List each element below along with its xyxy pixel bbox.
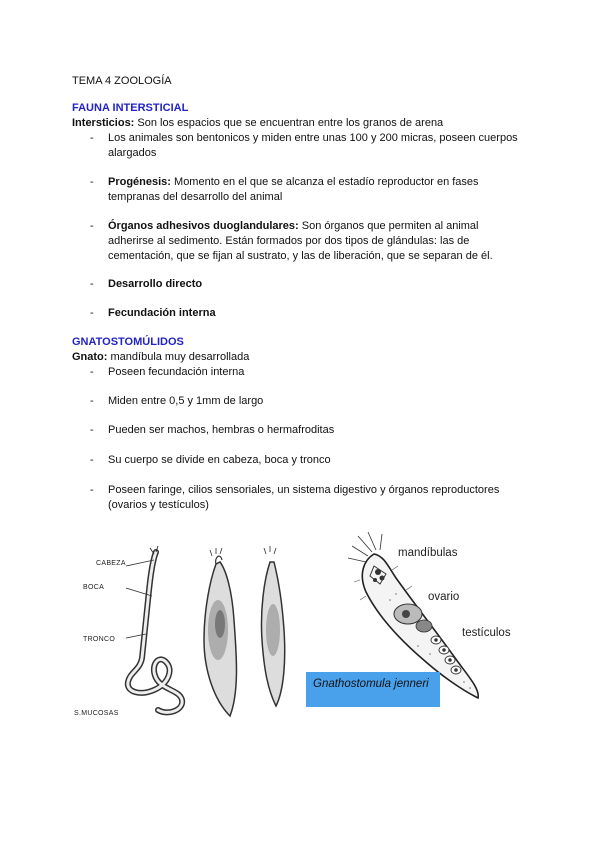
term-progenesis: Progénesis: (108, 176, 171, 188)
label-testiculos: testículos (462, 627, 511, 639)
list-item-line: adherirse al sedimento. Están formados por dos tipos de glándulas: las de (108, 235, 470, 247)
bullet-dash: - (90, 220, 94, 232)
list-item-desarrollo (108, 277, 202, 292)
list-item-line: Su cuerpo se divide en cabeza, boca y tronco (108, 454, 331, 466)
list-item-line: Miden entre 0,5 y 1mm de largo (108, 395, 264, 407)
definition-term: Gnato: (72, 351, 108, 363)
section-heading-fauna-intersticial: FAUNA INTERSTICIAL (72, 102, 189, 114)
list-item-fecundacion (108, 306, 216, 321)
document-title: TEMA 4 ZOOLOGÍA (72, 75, 172, 87)
list-item-organos (108, 219, 479, 234)
definition-text: Son los espacios que se encuentran entre los granos de arena (134, 117, 444, 129)
species-label-box (306, 672, 440, 707)
label-boca: BOCA (83, 584, 105, 591)
definition-text: mandíbula muy desarrollada (107, 351, 250, 363)
list-item-line: Los animales son bentonicos y miden entre unas 100 y 200 micras, poseen cuerpos (108, 132, 518, 144)
label-mandibulas: mandíbulas (398, 547, 458, 559)
list-item-text: Momento en el que se alcanza el estadío reproductor en fases (170, 176, 479, 188)
list-item-line: tempranas del desarrollo del animal (108, 191, 283, 203)
bullet-dash: - (90, 278, 94, 290)
definition-term: Intersticios: (72, 117, 135, 129)
term-desarrollo-directo: Desarrollo directo (108, 278, 203, 290)
term-organos-adhesivos: Órganos adhesivos duoglandulares: (108, 220, 299, 232)
term-fecundacion-interna: Fecundación interna (108, 307, 216, 319)
bullet-dash: - (90, 484, 94, 496)
bullet-dash: - (90, 132, 94, 144)
list-item-line: Poseen fecundación interna (108, 366, 245, 378)
section-heading-gnatostomulidos: GNATOSTOMÚLIDOS (72, 336, 184, 348)
list-item-line: Poseen faringe, cilios sensoriales, un sistema digestivo y órganos reproductores (108, 484, 500, 496)
bullet-dash: - (90, 395, 94, 407)
bullet-dash: - (90, 176, 94, 188)
species-name: Gnathostomula jenneri (313, 678, 429, 690)
list-item-line: alargados (108, 147, 157, 159)
bullet-dash: - (90, 307, 94, 319)
label-ovario: ovario (428, 591, 460, 603)
figure-caption: S.MUCOSAS (74, 710, 119, 717)
list-item-progenesis (108, 175, 479, 190)
bullet-dash: - (90, 454, 94, 466)
bullet-dash: - (90, 424, 94, 436)
definition-intersticios (72, 116, 443, 131)
gnathostomulid-drawings (70, 540, 310, 725)
list-item-line: Pueden ser machos, hembras o hermafroditas (108, 424, 335, 436)
list-item-line: cementación, que se fijan al sustrato, y las de liberación, que se separan de él. (108, 250, 493, 262)
bullet-dash: - (90, 366, 94, 378)
label-tronco: TRONCO (83, 636, 116, 643)
label-cabeza: CABEZA (96, 560, 126, 567)
list-item-text: Son órganos que permiten al animal (298, 220, 479, 232)
list-item-line: (ovarios y testículos) (108, 499, 209, 511)
definition-gnato (72, 350, 249, 365)
